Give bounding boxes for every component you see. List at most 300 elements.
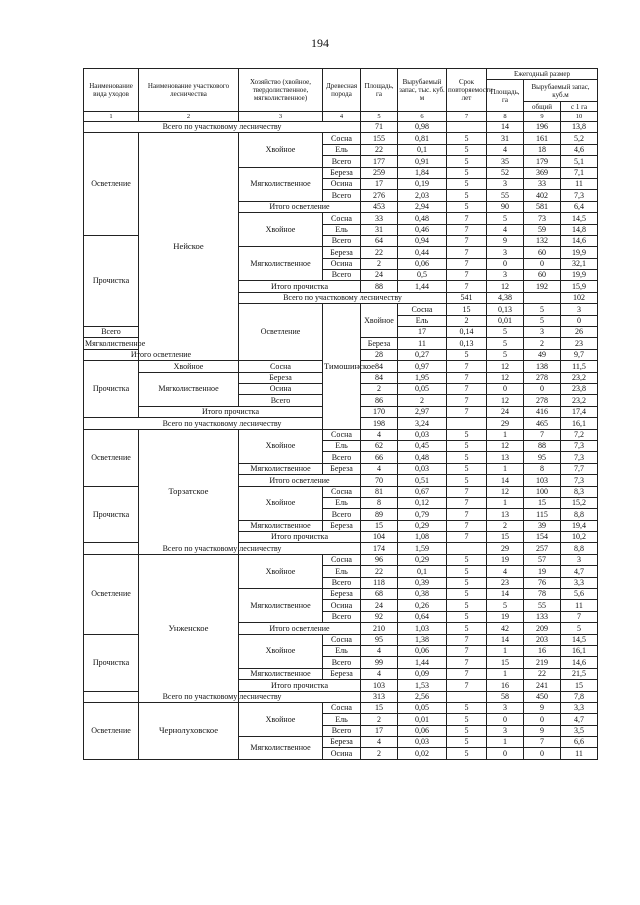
table-cell: 5 (447, 144, 487, 155)
table-cell: 402 (524, 190, 561, 201)
table-cell: 3 (487, 247, 524, 258)
table-cell: Всего (323, 156, 361, 167)
table-cell: 9 (487, 235, 524, 246)
table-cell: 10,2 (561, 532, 598, 543)
table-cell: 7 (447, 497, 487, 508)
table-cell: Всего по участковому лесничеству (84, 122, 361, 133)
table-cell: 7,3 (561, 440, 598, 451)
table-cell: Итого прочистка (239, 532, 361, 543)
table-cell: Итого осветление (239, 475, 361, 486)
table-cell: 2 (524, 338, 561, 349)
table-cell: 0,27 (398, 349, 447, 360)
table-cell: 31 (487, 133, 524, 144)
table-cell: 55 (487, 190, 524, 201)
table-cell: 132 (524, 235, 561, 246)
table-cell: 15 (524, 497, 561, 508)
table-cell: 0,01 (398, 714, 447, 725)
table-cell: 15,2 (561, 497, 598, 508)
table-cell: 8,8 (561, 509, 598, 520)
table-cell: Всего по участковому лесничеству (239, 292, 447, 303)
table-cell: 0 (524, 748, 561, 759)
table-cell: 0 (487, 258, 524, 269)
table-row (84, 429, 598, 440)
table-cell: 0,48 (398, 452, 447, 463)
table-cell: 14,6 (561, 235, 598, 246)
table-cell: 0,1 (398, 144, 447, 155)
table-cell: 4 (361, 737, 398, 748)
table-cell: 0,05 (398, 702, 447, 713)
table-cell: Хвойное (239, 429, 323, 463)
table-cell: Береза (323, 247, 361, 258)
table-cell: 42 (487, 623, 524, 634)
table-cell: 5 (447, 577, 487, 588)
table-cell: Сосна (323, 634, 361, 645)
table-cell: 7 (447, 372, 487, 383)
table-cell: 0,48 (398, 213, 447, 224)
table-cell: 2,56 (398, 691, 447, 702)
table-cell: 5,6 (561, 589, 598, 600)
table-cell: 11,5 (561, 361, 598, 372)
table-cell: 17,4 (561, 406, 598, 417)
table-cell: 7 (447, 258, 487, 269)
table-cell: 7 (524, 429, 561, 440)
table-cell: 1,38 (398, 634, 447, 645)
table-cell: 2,03 (398, 190, 447, 201)
table-cell: 16,1 (561, 645, 598, 656)
table-cell: 0,97 (398, 361, 447, 372)
table-cell: 0,01 (487, 315, 524, 326)
table-cell: 7 (447, 235, 487, 246)
table-cell: 11 (561, 600, 598, 611)
table-cell: 15 (361, 702, 398, 713)
table-cell: 2 (361, 383, 398, 394)
table-cell: 95 (524, 452, 561, 463)
table-cell: Хвойное (239, 133, 323, 167)
table-cell: 0,09 (398, 668, 447, 679)
table-cell: 8,3 (561, 486, 598, 497)
table-cell: 14 (487, 634, 524, 645)
table-cell: 15 (561, 680, 598, 691)
table-cell: 257 (524, 543, 561, 554)
table-cell: 2,94 (398, 201, 447, 212)
table-cell: 3,3 (561, 702, 598, 713)
table-cell: 7 (447, 668, 487, 679)
table-cell: 5,2 (561, 133, 598, 144)
table-cell: Ель (323, 566, 361, 577)
table-cell: 138 (524, 361, 561, 372)
table-cell: Всего (323, 509, 361, 520)
table-cell: Ель (323, 645, 361, 656)
table-cell: 96 (361, 554, 398, 565)
table-cell: 84 (361, 372, 398, 383)
table-cell: 11 (398, 338, 447, 349)
table-cell: 14,5 (561, 634, 598, 645)
column-number: 10 (561, 112, 598, 122)
table-cell: Всего (323, 235, 361, 246)
table-cell: 12 (487, 486, 524, 497)
table-cell: 5 (447, 463, 487, 474)
table-cell: 2 (361, 748, 398, 759)
table-row (84, 133, 598, 144)
table-cell: 35 (487, 156, 524, 167)
table-cell: 1,84 (398, 167, 447, 178)
table-cell: 21,5 (561, 668, 598, 679)
table-cell: 3 (487, 270, 524, 281)
table-cell: Прочистка (84, 361, 139, 418)
table-cell: 22 (361, 247, 398, 258)
table-cell: 5 (447, 600, 487, 611)
table-cell: Береза (361, 338, 398, 349)
table-cell: 5 (447, 737, 487, 748)
table-cell: Осветление (239, 304, 323, 361)
column-number: 7 (447, 112, 487, 122)
table-cell: 177 (361, 156, 398, 167)
table-cell: 4 (361, 429, 398, 440)
table-cell: 5 (487, 327, 524, 338)
table-cell: Всего (323, 270, 361, 281)
table-cell: Ель (323, 440, 361, 451)
table-cell: 219 (524, 657, 561, 668)
table-cell: 0,02 (398, 748, 447, 759)
table-cell: 23,8 (561, 383, 598, 394)
column-number: 2 (139, 112, 239, 122)
table-cell: 5 (447, 702, 487, 713)
column-number: 6 (398, 112, 447, 122)
table-cell: 0,29 (398, 554, 447, 565)
table-cell: 14 (487, 589, 524, 600)
table-cell: 1 (487, 497, 524, 508)
table-cell: 7 (447, 224, 487, 235)
table-cell: 95 (361, 634, 398, 645)
table-cell: 0,12 (398, 497, 447, 508)
table-cell: 9 (524, 725, 561, 736)
table-cell: 8 (361, 497, 398, 508)
forest-care-table (83, 68, 598, 760)
table-cell: 15 (447, 304, 487, 315)
table-cell: 5 (447, 429, 487, 440)
table-cell: 313 (361, 691, 398, 702)
table-cell: Сосна (323, 702, 361, 713)
table-cell: 465 (524, 418, 561, 429)
table-cell: 3 (487, 725, 524, 736)
table-cell: 9 (524, 702, 561, 713)
table-cell: 5 (447, 178, 487, 189)
table-cell: Осина (239, 383, 323, 394)
table-cell: 66 (361, 452, 398, 463)
table-cell: Всего по участковому лесничеству (84, 418, 361, 429)
table-row (84, 691, 598, 702)
table-cell: 278 (524, 372, 561, 383)
table-cell: 39 (524, 520, 561, 531)
table-cell: 23,2 (561, 372, 598, 383)
forestry-name-cell: Нейское (139, 133, 239, 361)
table-cell: Осветление (84, 702, 139, 759)
table-cell: 7 (447, 281, 487, 292)
table-cell: Хвойное (139, 361, 239, 372)
table-cell: Итого осветление (239, 201, 361, 212)
table-cell: 179 (524, 156, 561, 167)
table-cell (524, 292, 561, 303)
column-number: 8 (487, 112, 524, 122)
header-annual-size: Ежегодный размер (487, 69, 598, 80)
table-cell (447, 691, 487, 702)
table-cell: 0,03 (398, 463, 447, 474)
table-cell: 18 (524, 144, 561, 155)
table-cell: 7 (447, 213, 487, 224)
table-cell: 7,3 (561, 190, 598, 201)
table-cell: 84 (361, 361, 398, 372)
table-cell: 24 (487, 406, 524, 417)
table-cell: 4,7 (561, 714, 598, 725)
table-cell: 3 (561, 554, 598, 565)
table-cell: 81 (361, 486, 398, 497)
table-cell: 6,6 (561, 737, 598, 748)
column-number: 5 (361, 112, 398, 122)
table-cell: 12 (487, 372, 524, 383)
table-cell: 59 (524, 224, 561, 235)
table-cell: 23,2 (561, 395, 598, 406)
table-cell: 24 (361, 270, 398, 281)
table-cell: Ель (323, 714, 361, 725)
table-cell: Прочистка (84, 486, 139, 543)
table-cell: Береза (239, 372, 323, 383)
table-cell: 0,45 (398, 440, 447, 451)
table-cell: 16 (487, 680, 524, 691)
table-cell: 7 (447, 532, 487, 543)
table-cell: 1 (487, 429, 524, 440)
table-cell: 0,98 (398, 122, 447, 133)
table-cell: 5 (487, 349, 524, 360)
table-cell: 5 (447, 554, 487, 565)
table-cell: 26 (561, 327, 598, 338)
forestry-name-cell: Торзатское (139, 429, 239, 554)
table-cell: 103 (361, 680, 398, 691)
table-cell: 19,9 (561, 247, 598, 258)
table-cell: 203 (524, 634, 561, 645)
table-cell: Мягколиственное (139, 372, 239, 406)
table-cell: 5 (447, 714, 487, 725)
table-cell: Сосна (239, 361, 323, 372)
table-cell: 1,59 (398, 543, 447, 554)
table-cell: Береза (323, 520, 361, 531)
table-cell: 5,1 (561, 156, 598, 167)
table-cell: Береза (323, 589, 361, 600)
table-cell: Осина (323, 258, 361, 269)
header-care-type: Наименование вида уходов (84, 69, 139, 112)
table-cell: Сосна (398, 304, 447, 315)
table-cell: 0,44 (398, 247, 447, 258)
table-cell: 581 (524, 201, 561, 212)
table-cell: 23 (487, 577, 524, 588)
table-cell: 19 (524, 566, 561, 577)
table-cell: 0 (487, 748, 524, 759)
table-cell: Всего (323, 725, 361, 736)
table-cell: 7,3 (561, 475, 598, 486)
table-cell: 17 (398, 327, 447, 338)
table-cell (447, 122, 487, 133)
table-cell: 3 (561, 304, 598, 315)
table-cell: 0,13 (447, 338, 487, 349)
table-cell: 7 (447, 395, 487, 406)
header-forestry: Наименование участкового лесничества (139, 69, 239, 112)
table-cell: 7 (447, 520, 487, 531)
table-cell: Сосна (323, 213, 361, 224)
table-cell: 5 (447, 566, 487, 577)
table-cell: 3 (487, 702, 524, 713)
table-cell: Итого прочистка (239, 281, 361, 292)
table-cell: Ель (323, 497, 361, 508)
table-cell: 0,91 (398, 156, 447, 167)
table-cell: 5 (447, 133, 487, 144)
table-cell: 5 (524, 304, 561, 315)
header-annual-area: Площадь, га (487, 80, 524, 112)
table-cell: 0,26 (398, 600, 447, 611)
table-cell: 4,38 (487, 292, 524, 303)
table-cell: 19 (487, 611, 524, 622)
table-cell: 5 (487, 600, 524, 611)
table-cell: 5 (487, 338, 524, 349)
table-cell: Итого осветление (84, 349, 239, 360)
column-number: 9 (524, 112, 561, 122)
table-cell: 7 (447, 247, 487, 258)
table-cell: 1,44 (398, 281, 447, 292)
table-cell: 4,7 (561, 566, 598, 577)
table-cell: 155 (361, 133, 398, 144)
table-cell: 12 (487, 281, 524, 292)
table-cell: Ель (398, 315, 447, 326)
table-cell: Хвойное (239, 702, 323, 736)
table-cell: 170 (361, 406, 398, 417)
header-annual-harvest: Вырубаемый запас, куб.м (524, 80, 598, 102)
table-cell: 450 (524, 691, 561, 702)
header-repeat-period: Срок повторяемости лет (447, 69, 487, 112)
table-cell: 14 (487, 475, 524, 486)
table-cell: 5 (447, 748, 487, 759)
table-cell: 14,5 (561, 213, 598, 224)
table-cell: Сосна (323, 429, 361, 440)
table-cell: 0,06 (398, 258, 447, 269)
table-cell: 0,51 (398, 475, 447, 486)
page-number: 194 (311, 36, 329, 50)
table-cell (447, 418, 487, 429)
table-cell: 2 (447, 315, 487, 326)
table-cell: 2 (361, 714, 398, 725)
table-cell: 11 (561, 748, 598, 759)
table-cell: Мягколиственное (239, 167, 323, 201)
forestry-name-cell: Тимошинское (323, 304, 361, 429)
table-cell: 4 (361, 463, 398, 474)
table-cell: Береза (323, 668, 361, 679)
table-cell: 104 (361, 532, 398, 543)
table-cell: Хвойное (239, 213, 323, 247)
table-cell: Мягколиственное (239, 463, 323, 474)
table-cell: 8,8 (561, 543, 598, 554)
column-number: 3 (239, 112, 323, 122)
table-cell: 24 (361, 600, 398, 611)
table-cell: 3,3 (561, 577, 598, 588)
table-cell: 100 (524, 486, 561, 497)
table-cell: 7 (447, 270, 487, 281)
table-cell: 60 (524, 270, 561, 281)
table-cell: 5 (524, 315, 561, 326)
table-cell: 22 (524, 668, 561, 679)
table-cell: Всего (239, 395, 323, 406)
table-cell: 29 (487, 543, 524, 554)
table-cell: 0,06 (398, 645, 447, 656)
table-cell: 5 (447, 349, 487, 360)
table-cell: Прочистка (84, 634, 139, 691)
table-cell: 89 (361, 509, 398, 520)
table-cell: 16,1 (561, 418, 598, 429)
table-cell: 174 (361, 543, 398, 554)
table-cell: Сосна (323, 133, 361, 144)
table-cell: Сосна (323, 554, 361, 565)
table-cell: 0,1 (398, 566, 447, 577)
table-cell: 14 (487, 122, 524, 133)
table-cell: 259 (361, 167, 398, 178)
table-cell: 62 (361, 440, 398, 451)
table-cell: 76 (524, 577, 561, 588)
table-cell: 6,4 (561, 201, 598, 212)
table-cell: 28 (361, 349, 398, 360)
table-cell: 416 (524, 406, 561, 417)
table-cell: 276 (361, 190, 398, 201)
table-cell: 71 (361, 122, 398, 133)
table-cell: 198 (361, 418, 398, 429)
table-cell: 12 (487, 361, 524, 372)
table-cell: 88 (361, 281, 398, 292)
table-cell: 0,81 (398, 133, 447, 144)
table-cell: Осина (323, 748, 361, 759)
table-cell: 369 (524, 167, 561, 178)
table-cell: Осина (323, 600, 361, 611)
table-cell: 0 (524, 258, 561, 269)
table-cell: 57 (524, 554, 561, 565)
table-cell: 5 (447, 452, 487, 463)
table-cell: 8 (524, 463, 561, 474)
table-cell: 7,3 (561, 452, 598, 463)
table-row (84, 554, 598, 565)
table-cell (447, 543, 487, 554)
table-cell: 3,5 (561, 725, 598, 736)
table-cell: Мягколиственное (239, 737, 323, 760)
table-cell: 0,46 (398, 224, 447, 235)
table-cell: 1,44 (398, 657, 447, 668)
table-cell: 60 (524, 247, 561, 258)
table-cell: 7 (447, 657, 487, 668)
table-cell: 1 (487, 645, 524, 656)
table-cell: 7,8 (561, 691, 598, 702)
column-number: 4 (323, 112, 361, 122)
table-cell: 23 (561, 338, 598, 349)
table-cell: Осина (323, 178, 361, 189)
table-cell: 29 (487, 418, 524, 429)
table-cell: 0,94 (398, 235, 447, 246)
table-cell: Хвойное (239, 554, 323, 588)
header-economy: Хозяйство (хвойное, твердолиственное, мягколиственное) (239, 69, 323, 112)
table-cell: 5 (447, 725, 487, 736)
table-cell: 2 (361, 258, 398, 269)
table-cell: 0,13 (487, 304, 524, 315)
table-cell: 13 (487, 509, 524, 520)
table-cell: 7 (447, 509, 487, 520)
table-cell: 3,24 (398, 418, 447, 429)
table-cell: 0,05 (398, 383, 447, 394)
table-cell: 4 (487, 224, 524, 235)
table-cell: 16 (524, 645, 561, 656)
table-cell: Всего по участковому лесничеству (84, 691, 361, 702)
table-cell: 0,06 (398, 725, 447, 736)
